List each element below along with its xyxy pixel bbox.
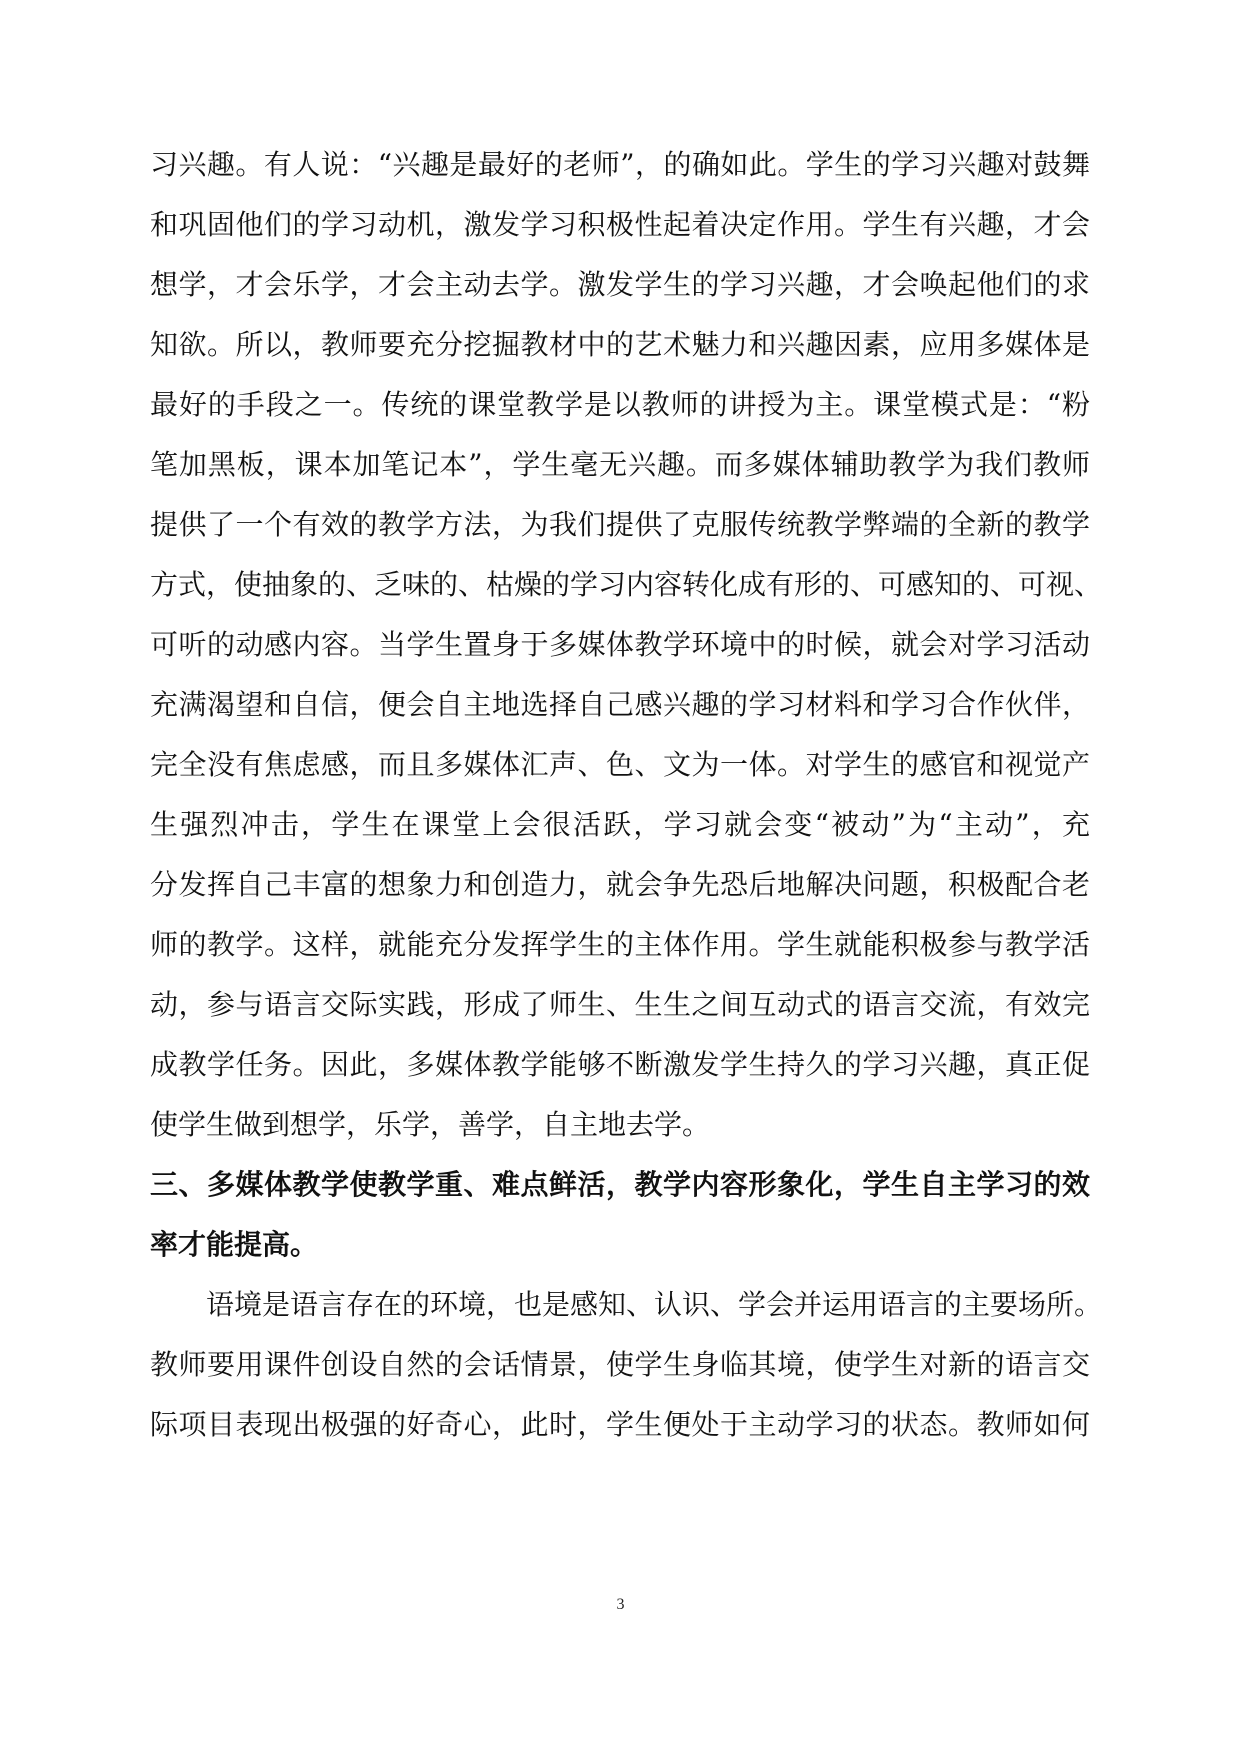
text-line: 想学，才会乐学，才会主动去学。激发学生的学习兴趣，才会唤起他们的求: [150, 268, 1090, 301]
section-heading: 三、多媒体教学使教学重、难点鲜活，教学内容形象化，学生自主学习的效: [150, 1168, 1090, 1201]
text-line: 习兴趣。有人说：“兴趣是最好的老师”，的确如此。学生的学习兴趣对鼓舞: [150, 148, 1090, 181]
text-line: 成教学任务。因此，多媒体教学能够不断激发学生持久的学习兴趣，真正促: [150, 1048, 1090, 1081]
section-heading-continued: 率才能提高。: [150, 1228, 319, 1261]
text-line: 动，参与语言交际实践，形成了师生、生生之间互动式的语言交流，有效完: [150, 988, 1090, 1021]
text-line: 生强烈冲击，学生在课堂上会很活跃，学习就会变“被动”为“主动”，充: [150, 808, 1090, 841]
text-line: 充满渴望和自信，便会自主地选择自己感兴趣的学习材料和学习合作伙伴，: [150, 688, 1090, 721]
text-line: 和巩固他们的学习动机，激发学习积极性起着决定作用。学生有兴趣，才会: [150, 208, 1090, 241]
text-line: 完全没有焦虑感，而且多媒体汇声、色、文为一体。对学生的感官和视觉产: [150, 748, 1090, 781]
text-line: 使学生做到想学，乐学，善学，自主地去学。: [150, 1108, 711, 1141]
text-line: 教师要用课件创设自然的会话情景，使学生身临其境，使学生对新的语言交: [150, 1348, 1090, 1381]
text-line: 提供了一个有效的教学方法，为我们提供了克服传统教学弊端的全新的教学: [150, 508, 1090, 541]
text-line: 知欲。所以，教师要充分挖掘教材中的艺术魅力和兴趣因素，应用多媒体是: [150, 328, 1090, 361]
page-number: 3: [616, 1596, 625, 1613]
text-line: 方式，使抽象的、乏味的、枯燥的学习内容转化成有形的、可感知的、可视、: [150, 568, 1103, 601]
text-line: 师的教学。这样，就能充分发挥学生的主体作用。学生就能积极参与教学活: [150, 928, 1090, 961]
text-line: 最好的手段之一。传统的课堂教学是以教师的讲授为主。课堂模式是：“粉: [150, 388, 1090, 421]
text-line: 笔加黑板，课本加笔记本”，学生毫无兴趣。而多媒体辅助教学为我们教师: [150, 448, 1090, 481]
text-line: 分发挥自己丰富的想象力和创造力，就会争先恐后地解决问题，积极配合老: [150, 868, 1090, 901]
text-line: 语境是语言存在的环境，也是感知、认识、学会并运用语言的主要场所。: [150, 1288, 1103, 1321]
text-line: 可听的动感内容。当学生置身于多媒体教学环境中的时候，就会对学习活动: [150, 628, 1090, 661]
text-line: 际项目表现出极强的好奇心，此时，学生便处于主动学习的状态。教师如何: [150, 1408, 1090, 1441]
